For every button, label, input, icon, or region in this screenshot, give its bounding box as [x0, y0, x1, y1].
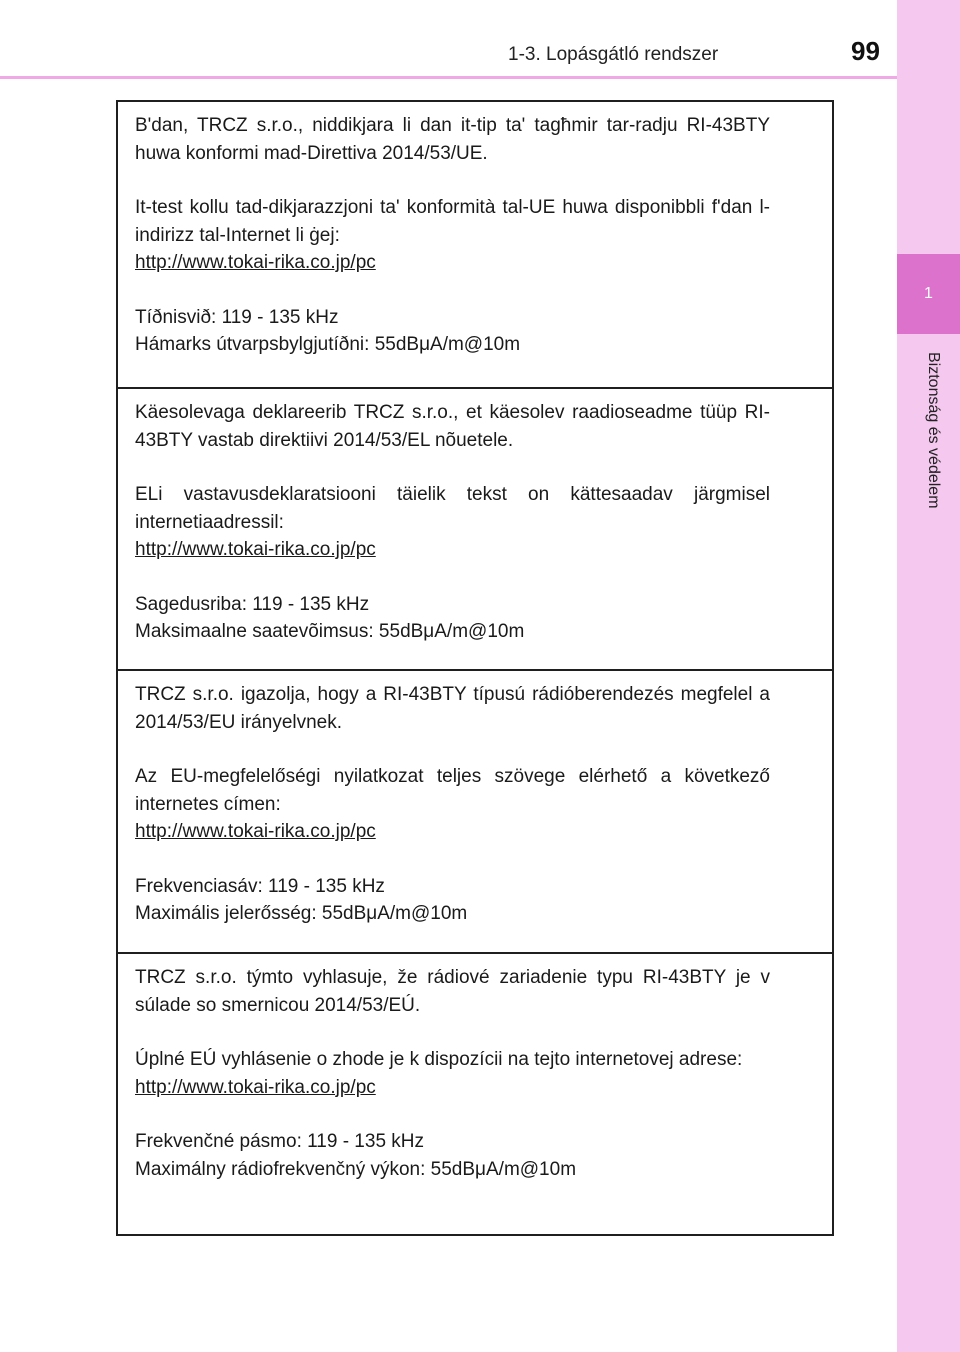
declaration-statement: TRCZ s.r.o. týmto vyhlasuje, že rádiové zariadenie typu RI-43BTY je v súlade so smernicou 2014/53/EÚ.: [135, 967, 770, 1016]
declaration-url-link[interactable]: http://www.tokai-rika.co.jp/pc: [135, 1076, 376, 1098]
declaration-statement: TRCZ s.r.o. igazolja, hogy a RI-43BTY típusú rádióberendezés megfelel a 2014/53/EU irányelvnek.: [135, 684, 770, 733]
declaration-power: Maximálny rádiofrekvenčný výkon: 55dBμA/m@10m: [135, 1158, 577, 1180]
chapter-side-tab: [897, 0, 960, 1352]
declaration-availability: Az EU-megfelelőségi nyilatkozat teljes szövege elérhető a következő internetes címen:: [135, 766, 770, 815]
declaration-frequency: Frekvenciasáv: 119 - 135 kHz: [135, 875, 385, 897]
declaration-slovak: [118, 954, 832, 1234]
declarations-table: [116, 100, 834, 1236]
declaration-availability: It-test kollu tad-dikjarazzjoni ta' konformità tal-UE huwa disponibbli f'dan l-indirizz tal-Internet li ġej:: [135, 197, 770, 246]
declaration-statement: Käesolevaga deklareerib TRCZ s.r.o., et käesolev raadioseadme tüüp RI-43BTY vastab direktiivi 2014/53/EL nõuetele.: [135, 402, 770, 451]
declaration-url-link[interactable]: http://www.tokai-rika.co.jp/pc: [135, 539, 376, 560]
declaration-url-link[interactable]: http://www.tokai-rika.co.jp/pc: [135, 821, 376, 842]
declaration-power: Maximális jelerősség: 55dBμA/m@10m: [135, 903, 468, 924]
declaration-statement: B'dan, TRCZ s.r.o., niddikjara li dan it-tip ta' tagħmir tar-radju RI-43BTY huwa konformi mad-Direttiva 2014/53/UE.: [135, 115, 770, 164]
declaration-url-link[interactable]: http://www.tokai-rika.co.jp/pc: [135, 252, 376, 273]
declaration-frequency: Sagedusriba: 119 - 135 kHz: [135, 593, 370, 615]
chapter-number: 1: [924, 285, 933, 302]
declaration-estonian: [118, 389, 832, 671]
header-divider: [0, 76, 897, 79]
chapter-number-box: [897, 254, 960, 334]
declaration-frequency: Tíðnisvið: 119 - 135 kHz: [135, 306, 339, 328]
declaration-frequency: Frekvenčné pásmo: 119 - 135 kHz: [135, 1131, 425, 1152]
chapter-label: Biztonság és védelem: [925, 352, 942, 509]
section-title: 1-3. Lopásgátló rendszer: [508, 44, 719, 65]
declaration-power: Hámarks útvarpsbylgjutíðni: 55dBμA/m@10m: [135, 334, 521, 355]
declaration-availability: ELi vastavusdeklaratsiooni täielik tekst on kättesaadav järgmisel internetiaadressil:: [135, 484, 770, 533]
page-number: 99: [851, 36, 880, 66]
declaration-power: Maksimaalne saatevõimsus: 55dBμA/m@10m: [135, 621, 525, 642]
declaration-hungarian: [118, 671, 832, 954]
declaration-availability: Úplné EÚ vyhlásenie o zhode je k dispozícii na tejto internetovej adrese:: [135, 1049, 743, 1070]
declaration-maltese: [118, 102, 832, 389]
